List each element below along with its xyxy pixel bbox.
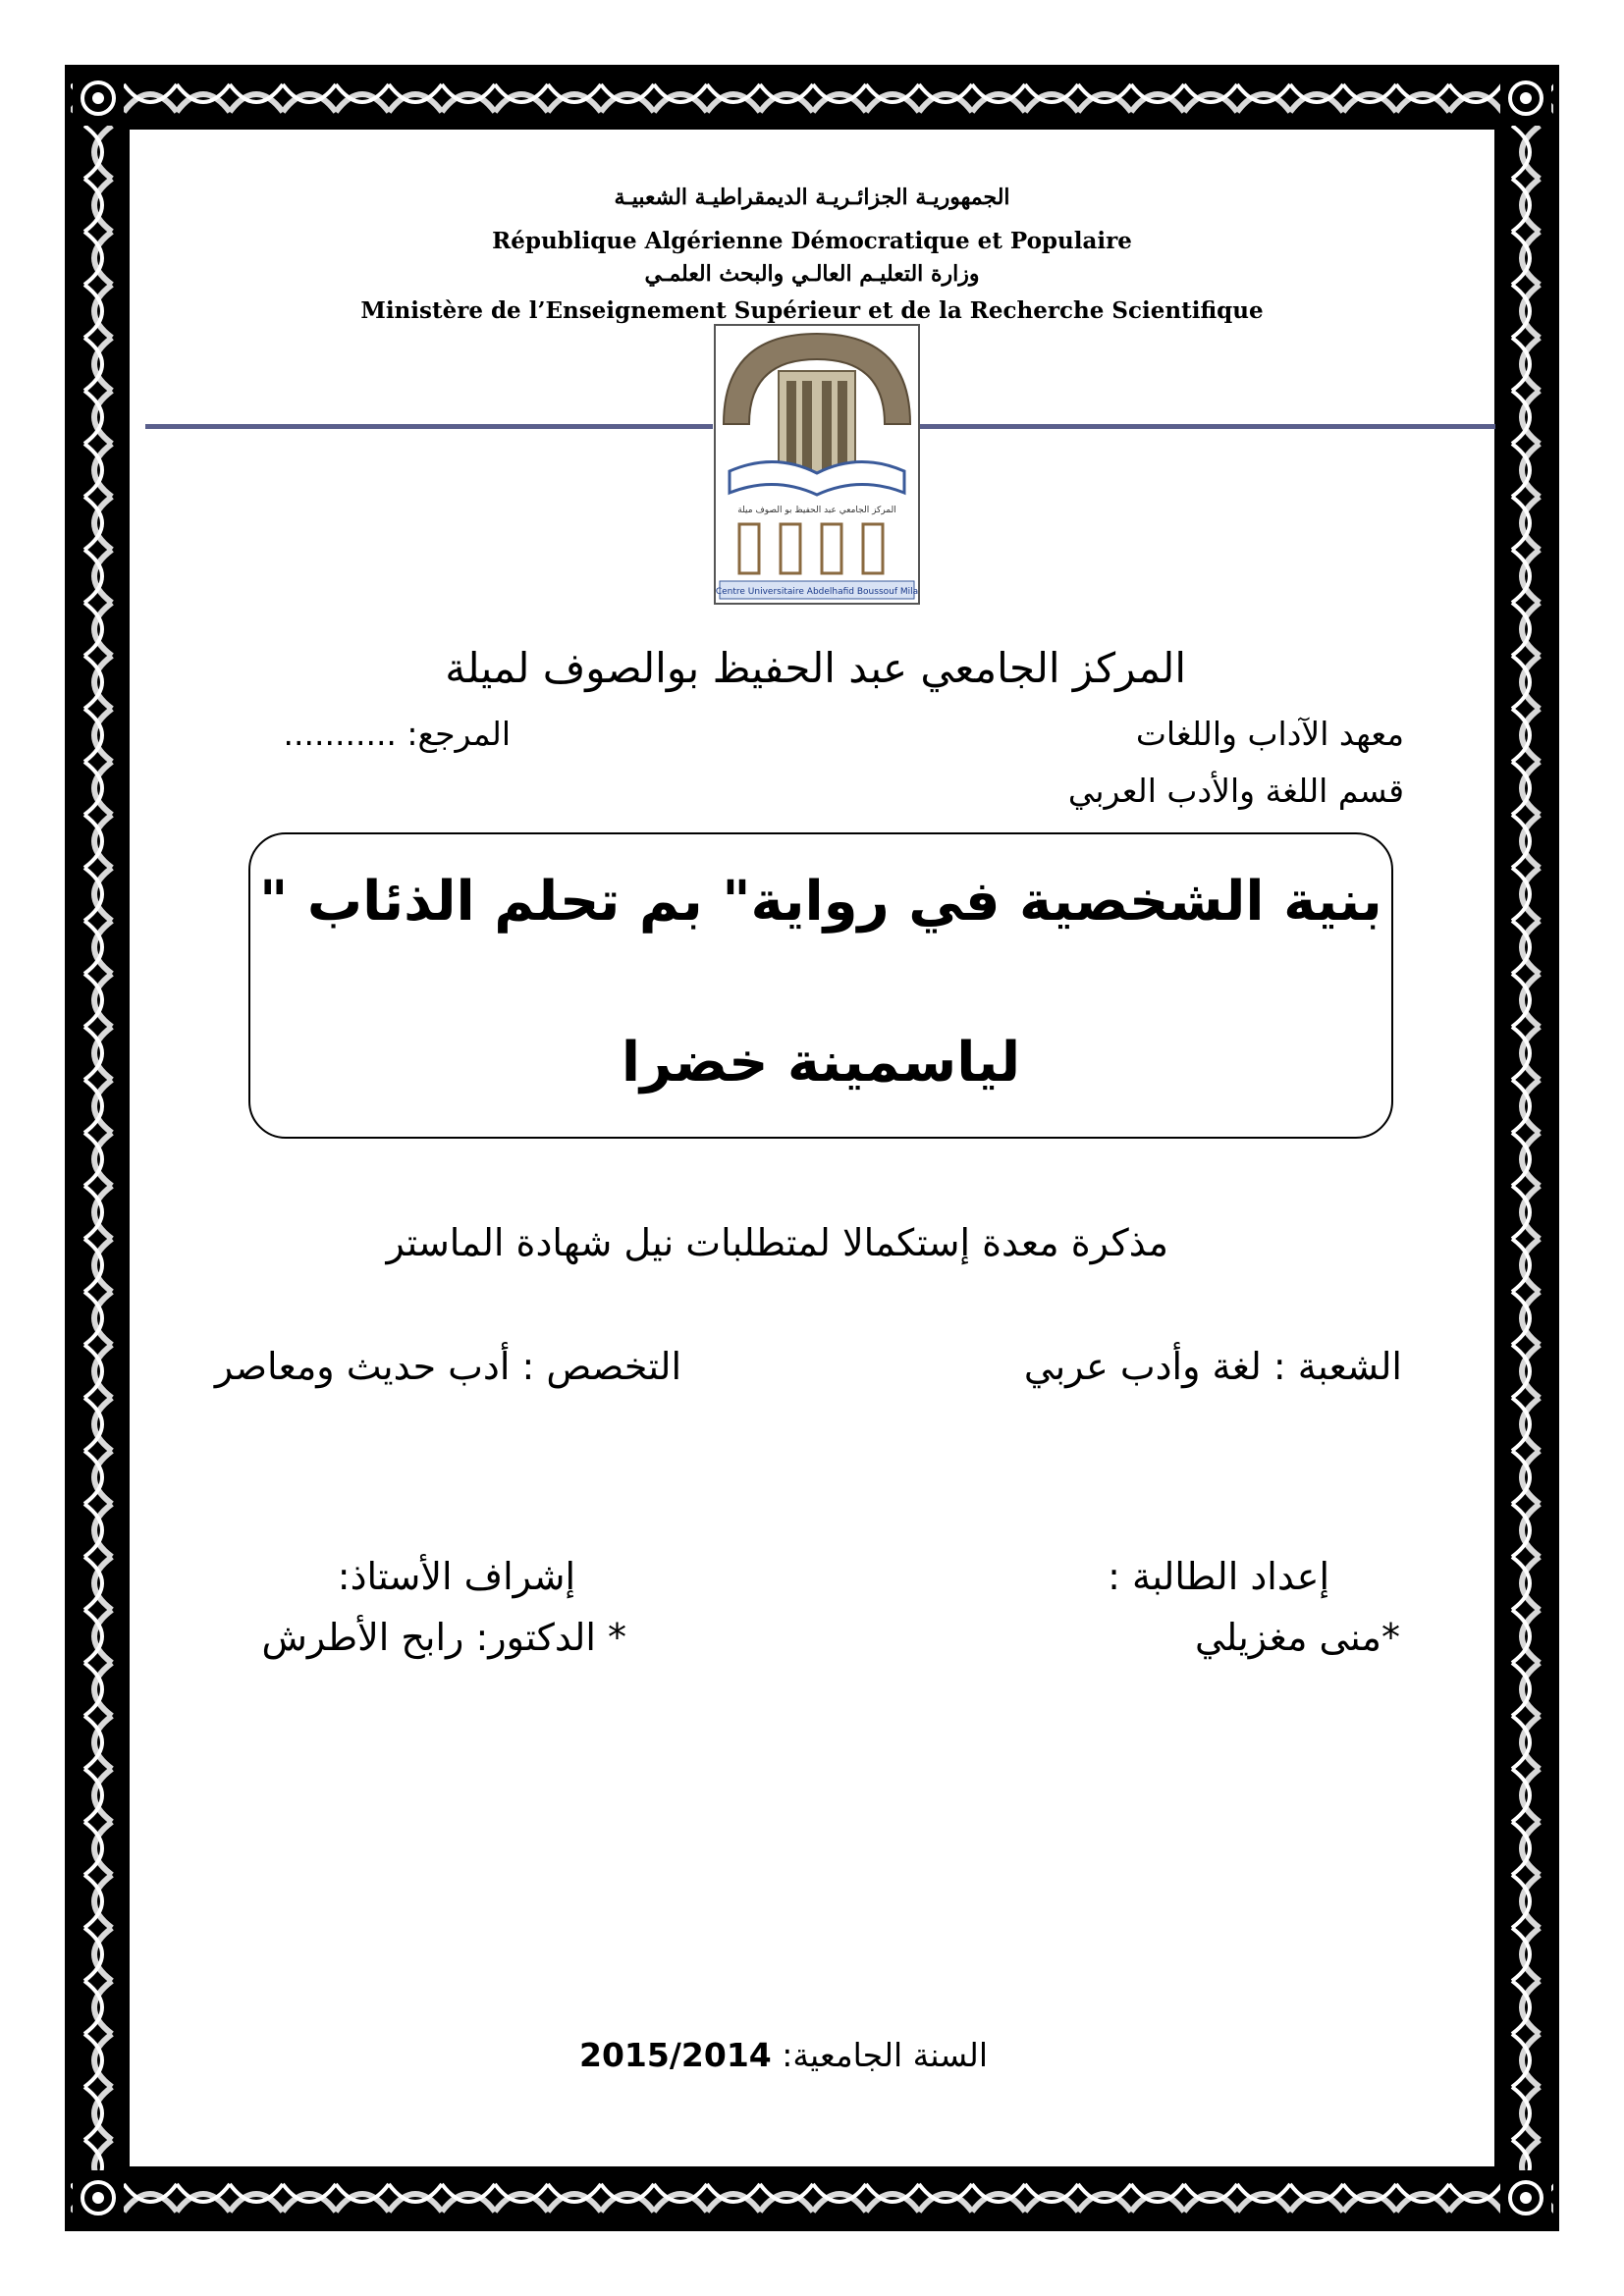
border-band-left (71, 126, 126, 2170)
academic-year (579, 2036, 988, 2074)
student-name: *منى مغزيلي (1194, 1616, 1400, 1659)
border-band-bottom (71, 2170, 1553, 2225)
corner-ornament-top-right (1500, 73, 1551, 124)
supervisor-name: * الدكتور: رابح الأطرش (261, 1616, 626, 1659)
header-rule-right (920, 424, 1495, 429)
corner-ornament-bottom-left (73, 2172, 124, 2223)
supervisor-label: إشراف الأستاذ: (337, 1555, 575, 1598)
academic-year-value: 2015/2014 (579, 2036, 772, 2074)
corner-ornament-bottom-right (1500, 2172, 1551, 2223)
thesis-purpose: مذكرة معدة إستكمالا لمتطلبات نيل شهادة الماستر (386, 1221, 1168, 1264)
thesis-title-box (248, 832, 1393, 1139)
thesis-title: بنية الشخصية في رواية" بم تحلم الذئاب " (259, 870, 1382, 934)
corner-ornament-top-left (73, 73, 124, 124)
department-name: قسم اللغة والأدب العربي (1067, 772, 1404, 810)
ministry-arabic: وزارة التعليـم العالـي والبحث العلمـي (644, 261, 980, 287)
specialty: التخصص : أدب حديث ومعاصر (214, 1345, 681, 1388)
logo-caption: Centre Universitaire Abdelhafid Boussouf Mila (716, 587, 918, 597)
university-logo (714, 324, 920, 605)
logo-ribbon-text: المركز الجامعي عبد الحفيظ بو الصوف ميلة (737, 506, 896, 515)
ministry-french: Ministère de l’Enseignement Supérieur et de la Recherche Scientifique (360, 297, 1264, 324)
border-band-right (1498, 126, 1553, 2170)
republic-french: République Algérienne Démocratique et Populaire (492, 228, 1132, 254)
thesis-author: لياسمينة خضرا (621, 1031, 1021, 1095)
republic-arabic: الجمهوريـة الجزائـريـة الديمقراطيـة الشعبيـة (614, 185, 1010, 210)
branch: الشعبة : لغة وأدب عربي (1023, 1345, 1402, 1388)
border-band-top (71, 71, 1553, 126)
header-rule-left (145, 424, 713, 429)
academic-year-label: السنة الجامعية: (782, 2036, 988, 2074)
institution-name: المركز الجامعي عبد الحفيظ بوالصوف لميلة (445, 644, 1186, 692)
prepared-by-label: إعداد الطالبة : (1108, 1555, 1329, 1598)
institute-name: معهد الآداب واللغات (1135, 715, 1404, 753)
reference-number: المرجع: ........... (283, 715, 511, 753)
